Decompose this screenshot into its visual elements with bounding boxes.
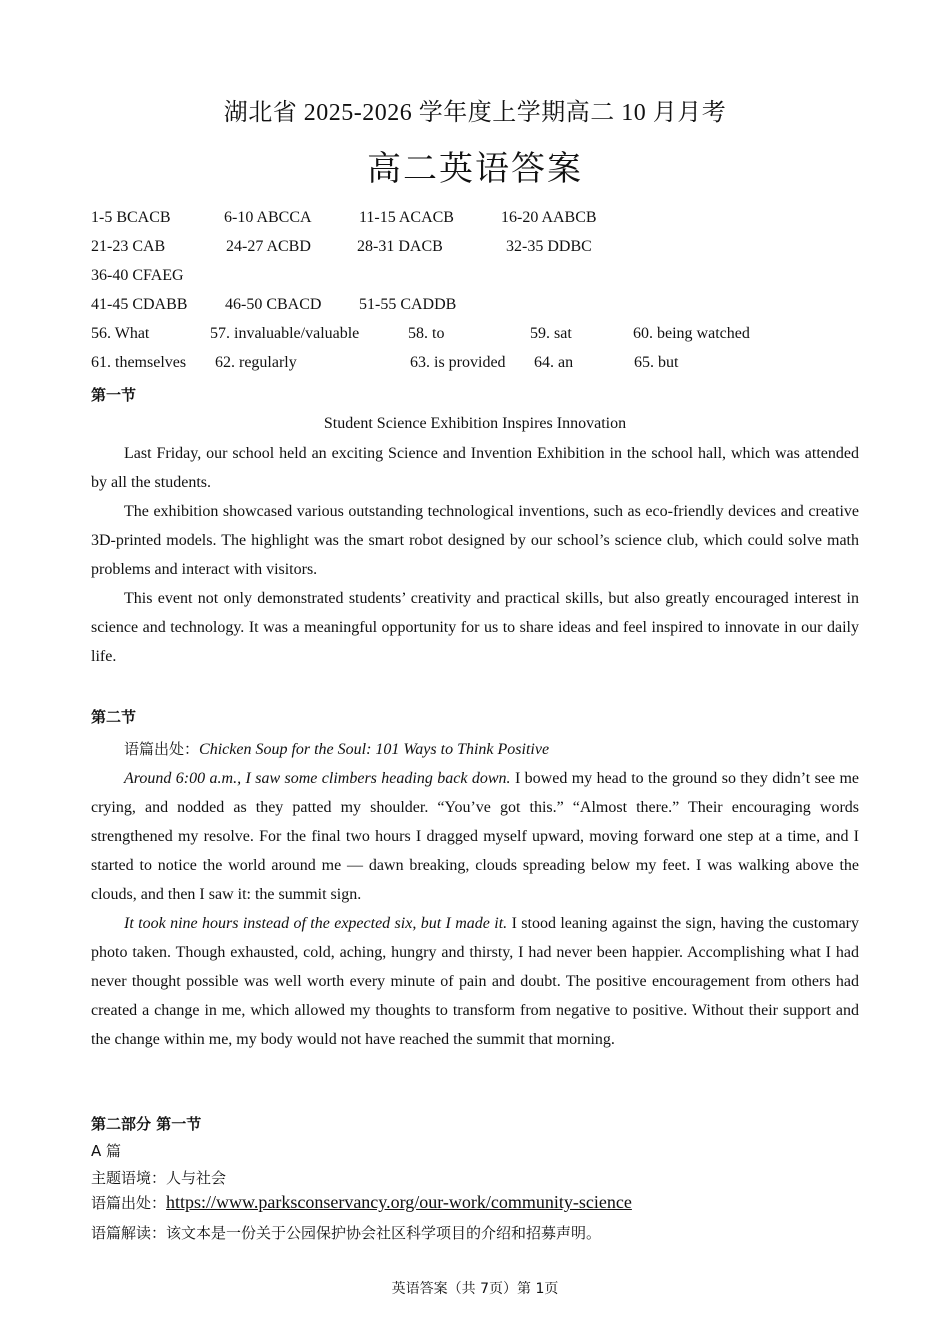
answer-group: 28-31 DACB	[357, 238, 443, 255]
answer-group: 6-10 ABCCA	[224, 209, 312, 226]
source-title: Chicken Soup for the Soul: 101 Ways to Think Positive	[199, 741, 550, 758]
part-2-heading: 第二部分 第一节	[91, 1115, 202, 1133]
answer-item: 59. sat	[530, 325, 572, 342]
paragraph-body: I bowed my head to the ground so they didn’t see me crying, and nodded as they patted my shoulder. “You’ve got this.” “Almost there.” Their encouraging words strengthened my resolve. For the final two hours I dragged myself upward, moving forward one step at a time, and I started to notice the world around me — dawn breaking, clouds spreading below my feet. I was walking above the clouds, and then I saw it: the summit sign.	[91, 770, 860, 903]
answer-item: 60. being watched	[633, 325, 750, 342]
essay-paragraph: Last Friday, our school held an exciting Science and Invention Exhibition in the school hall, which was attended by all the students.	[91, 445, 859, 491]
answer-group: 32-35 DDBC	[506, 238, 592, 255]
source-url-link[interactable]: https://www.parksconservancy.org/our-work/community-science	[166, 1192, 632, 1212]
theme-label: 主题语境：	[91, 1169, 167, 1187]
reading-line	[91, 1222, 601, 1243]
answer-item: 57. invaluable/valuable	[210, 325, 360, 342]
answer-group: 36-40 CFAEG	[91, 267, 184, 284]
essay-title: Student Science Exhibition Inspires Innovation	[323, 415, 627, 432]
theme-line	[91, 1167, 226, 1188]
answer-group: 21-23 CAB	[91, 238, 166, 255]
answer-group: 46-50 CBACD	[225, 296, 322, 313]
source-line	[124, 738, 549, 759]
answer-item: 56. What	[91, 325, 150, 342]
continuation-paragraph-1	[91, 764, 859, 909]
section-2-heading: 第二节	[91, 708, 137, 726]
paragraph-lead-sentence: It took nine hours instead of the expected six, but I made it.	[124, 915, 508, 932]
passage-label: A 篇	[91, 1142, 122, 1160]
answer-item: 61. themselves	[91, 354, 187, 371]
essay-paragraph: The exhibition showcased various outstanding technological inventions, such as eco-friendly devices and creative 3D-printed models. The highlight was the smart robot designed by our school’s science club, which could solve math problems and interact with visitors.	[91, 503, 859, 578]
answer-group: 11-15 ACACB	[359, 209, 454, 226]
answer-item: 65. but	[634, 354, 679, 371]
passage-source-label: 语篇出处：	[91, 1194, 167, 1212]
paragraph-body: I stood leaning against the sign, having the customary photo taken. Though exhausted, cold, aching, hungry and thirsty, I had never been happier. Accomplishing what I had never thought possible was well worth every minute of pain and doubt. The positive encouragement from others had created a change in me, which allowed my thoughts to transform from negative to positive. Without their support and the change within me, my body would not have reached the summit that morning.	[91, 915, 860, 1048]
paragraph-lead-sentence: Around 6:00 a.m., I saw some climbers heading back down.	[124, 770, 511, 787]
answer-group: 1-5 BCACB	[91, 209, 171, 226]
subject-title: 高二英语答案	[367, 151, 583, 188]
reading-value: 该文本是一份关于公园保护协会社区科学项目的介绍和招募声明。	[166, 1224, 602, 1242]
exam-title: 湖北省 2025-2026 学年度上学期高二 10 月月考	[223, 100, 727, 126]
answer-item: 63. is provided	[410, 354, 506, 371]
essay-paragraph: This event not only demonstrated students’ creativity and practical skills, but also greatly encouraged interest in science and technology. It was a meaningful opportunity for us to share ideas and feel inspired to innovate in our daily life.	[91, 590, 859, 665]
section-1-heading: 第一节	[91, 386, 137, 404]
answer-group: 41-45 CDABB	[91, 296, 188, 313]
answer-item: 64. an	[534, 354, 574, 371]
passage-source-line	[91, 1192, 632, 1213]
answer-item: 62. regularly	[215, 354, 297, 371]
page-footer: 英语答案（共 7页）第 1页	[391, 1281, 559, 1297]
source-label: 语篇出处：	[124, 740, 200, 758]
answer-group: 51-55 CADDB	[359, 296, 457, 313]
continuation-paragraph-2	[91, 909, 859, 1054]
answer-group: 24-27 ACBD	[226, 238, 311, 255]
answer-item: 58. to	[408, 325, 445, 342]
reading-label: 语篇解读：	[91, 1224, 167, 1242]
theme-value: 人与社会	[166, 1169, 227, 1187]
answer-group: 16-20 AABCB	[501, 209, 597, 226]
